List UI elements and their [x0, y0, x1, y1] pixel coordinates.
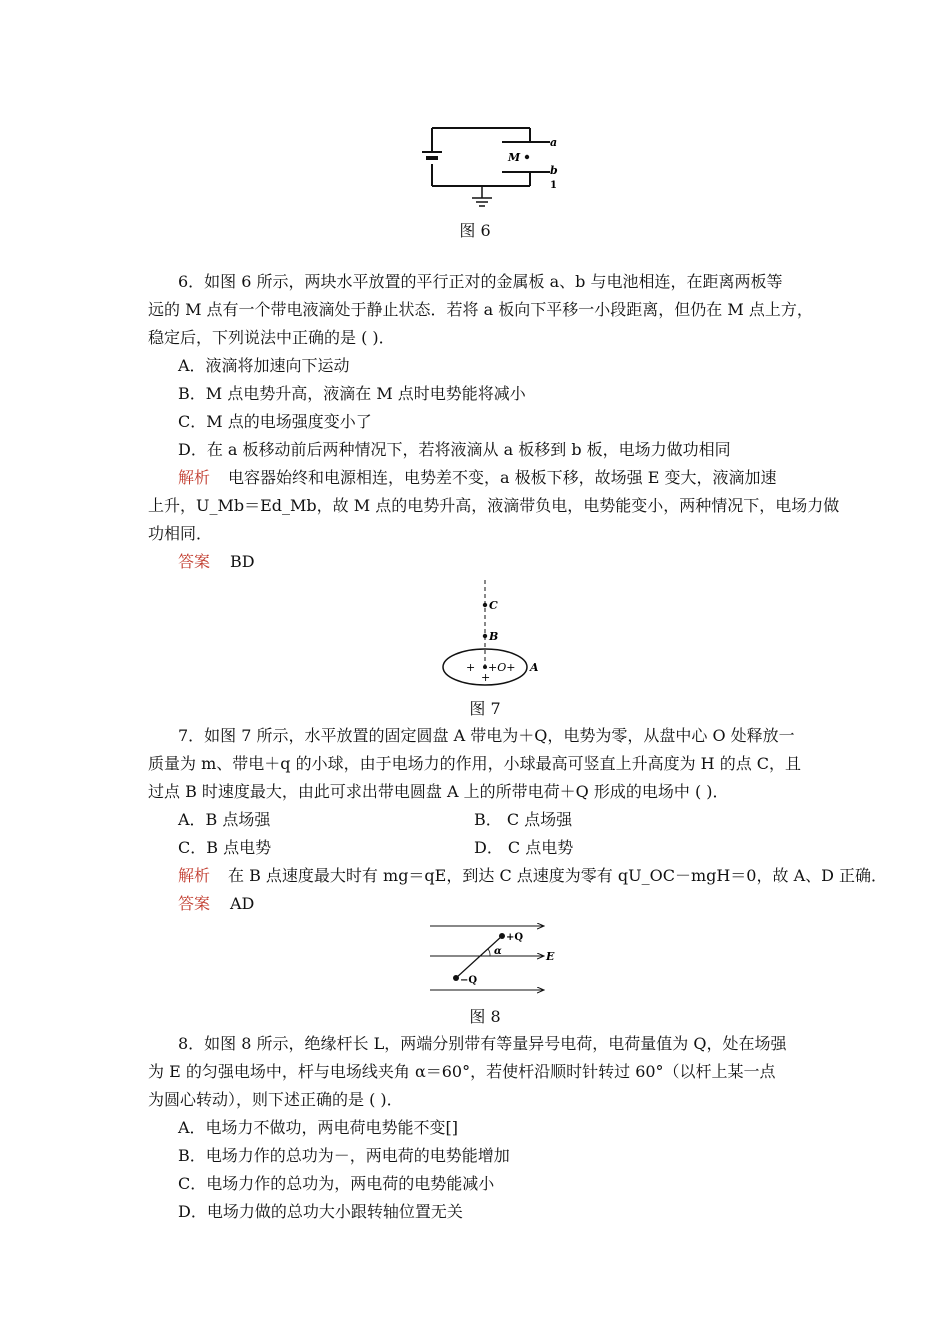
fig8-label-plus-q: +Q	[506, 932, 524, 943]
q8-option-d: D．电场力做的总功大小跟转轴位置无关	[178, 1202, 463, 1221]
q8-option-b: B．电场力作的总功为－，两电荷的电势能增加	[178, 1146, 510, 1165]
fig7-label-C: C	[489, 599, 498, 612]
q7-analysis-label: 解析	[178, 866, 211, 885]
q7-stem-line1: 7．如图 7 所示，水平放置的固定圆盘 A 带电为＋Q，电势为零，从盘中心 O 处释放一	[178, 726, 795, 745]
fig8-label-alpha: α	[494, 946, 502, 957]
q7-option-c: C．B 点电势	[178, 838, 272, 857]
figure-8-rod	[426, 918, 566, 998]
fig8-label-E: E	[546, 950, 555, 963]
fig6-label-a: a	[550, 136, 558, 149]
q7-option-a: A．B 点场强	[178, 810, 271, 829]
q6-analysis-label: 解析	[178, 468, 211, 487]
q6-option-d: D．在 a 板移动前后两种情况下，若将液滴从 a 板移到 b 板，电场力做功相同	[178, 440, 731, 459]
q7-answer-label: 答案	[178, 894, 211, 913]
fig6-label-1: 1	[550, 180, 557, 191]
fig7-label-B: B	[489, 630, 499, 643]
fig6-label-b: b	[550, 164, 558, 177]
figure-6-caption: 图 6	[459, 221, 491, 240]
q6-option-b: B．M 点电势升高，液滴在 M 点时电势能将减小	[178, 384, 526, 403]
q6-answer-label: 答案	[178, 552, 211, 571]
fig7-plus-left: +	[466, 661, 476, 674]
q6-analysis-line2: 上升，U_Mb＝Ed_Mb，故 M 点的电势升高，液滴带负电，电势能变小，两种情况下，电场力做	[148, 496, 840, 515]
fig8-label-minus-q: −Q	[460, 975, 478, 986]
q7-stem-line3: 过点 B 时速度最大，由此可求出带电圆盘 A 上的所带电荷＋Q 形成的电场中 ( )．	[148, 782, 729, 801]
q6-option-c: C．M 点的电场强度变小了	[178, 412, 372, 431]
q7-option-b: B． C 点场强	[474, 810, 573, 829]
q8-stem-line3: 为圆心转动），则下述正确的是 ( )．	[148, 1090, 403, 1109]
q6-stem-line3: 稳定后，下列说法中正确的是 ( )．	[148, 328, 395, 347]
q8-option-c: C．电场力作的总功为，两电荷的电势能减小	[178, 1174, 495, 1193]
q8-stem-line1: 8．如图 8 所示，绝缘杆长 L，两端分别带有等量异号电荷，电荷量值为 Q，处在场强	[178, 1034, 787, 1053]
fig7-label-O: +O+	[488, 661, 516, 674]
figure-8-caption: 图 8	[469, 1007, 501, 1026]
figure-7-disk	[440, 580, 550, 690]
q6-stem-line2: 远的 M 点有一个带电液滴处于静止状态．若将 a 板向下平移一小段距离，但仍在 M 点上方，	[148, 300, 813, 319]
q8-option-a: A．电场力不做功，两电荷电势能不变[]	[178, 1118, 459, 1137]
q8-stem-line2: 为 E 的匀强电场中，杆与电场线夹角 α＝60°，若使杆沿顺时针转过 60°（以杆上某一点	[148, 1062, 776, 1081]
fig7-plus-bottom: +	[481, 671, 491, 684]
fig7-label-A: A	[530, 661, 539, 674]
fig6-label-M: M	[508, 151, 521, 164]
q7-analysis-line1: 在 B 点速度最大时有 mg＝qE，到达 C 点速度为零有 qU_OC－mgH＝0，故 A、D 正确．	[228, 866, 888, 885]
figure-7-caption: 图 7	[469, 699, 501, 718]
q7-stem-line2: 质量为 m、带电＋q 的小球，由于电场力的作用，小球最高可竖直上升高度为 H 的点 C，且	[148, 754, 802, 773]
q7-answer: AD	[230, 894, 255, 913]
figure-6-circuit	[410, 118, 580, 218]
q6-option-a: A．液滴将加速向下运动	[178, 356, 350, 375]
q6-analysis-line1: 电容器始终和电源相连，电势差不变，a 极板下移，故场强 E 变大，液滴加速	[228, 468, 777, 487]
q6-answer: BD	[230, 552, 255, 571]
q7-option-d: D． C 点电势	[474, 838, 574, 857]
q6-analysis-line3: 功相同．	[148, 524, 213, 543]
q6-stem-line1: 6．如图 6 所示，两块水平放置的平行正对的金属板 a、b 与电池相连，在距离两板等	[178, 272, 783, 291]
